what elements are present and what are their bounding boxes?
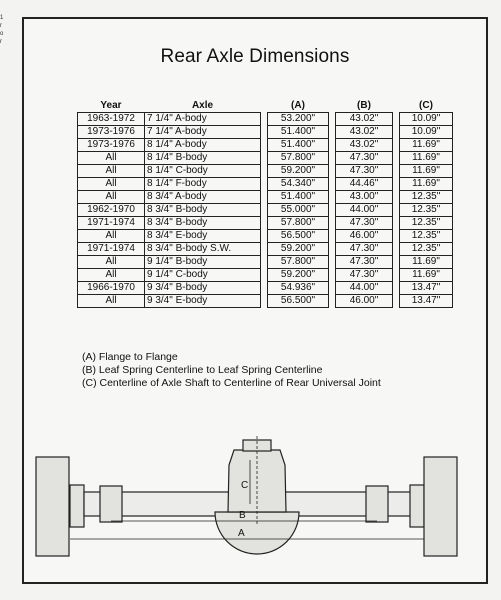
column-gap: [261, 230, 268, 243]
cell-b: 43.00": [336, 191, 393, 204]
page-edge-marks: [0, 14, 8, 46]
cell-a: 57.800": [268, 152, 329, 165]
cell-axle: 9 3/4" B-body: [145, 282, 261, 295]
cell-c: 12.35": [400, 191, 453, 204]
cell-a: 56.500": [268, 295, 329, 308]
column-gap: [261, 191, 268, 204]
cell-a: 54.340": [268, 178, 329, 191]
cell-year: All: [78, 191, 145, 204]
cell-axle: 8 3/4" B-body: [145, 204, 261, 217]
cell-b: 47.30": [336, 256, 393, 269]
cell-c: 11.69": [400, 165, 453, 178]
legend-item-c: (C) Centerline of Axle Shaft to Centerline of Rear Universal Joint: [82, 377, 381, 389]
cell-c: 13.47": [400, 295, 453, 308]
column-gap: [393, 269, 400, 282]
cell-b: 46.00": [336, 230, 393, 243]
column-gap: [393, 191, 400, 204]
cell-axle: 8 1/4" F-body: [145, 178, 261, 191]
cell-a: 55.000": [268, 204, 329, 217]
cell-b: 46.00": [336, 295, 393, 308]
cell-axle: 7 1/4" A-body: [145, 113, 261, 126]
cell-a: 51.400": [268, 191, 329, 204]
legend: [82, 351, 381, 390]
cell-b: 43.02": [336, 113, 393, 126]
cell-year: 1973-1976: [78, 126, 145, 139]
table-row: [78, 230, 453, 243]
table-row: [78, 139, 453, 152]
diagram-label-c: C: [241, 480, 249, 491]
table-row: [78, 217, 453, 230]
cell-year: All: [78, 230, 145, 243]
column-gap: [329, 126, 336, 139]
cell-a: 51.400": [268, 139, 329, 152]
column-gap: [261, 204, 268, 217]
table-row: [78, 243, 453, 256]
column-gap: [261, 165, 268, 178]
column-gap: [329, 204, 336, 217]
cell-b: 47.30": [336, 269, 393, 282]
cell-year: All: [78, 152, 145, 165]
axle-diagram: [0, 400, 501, 580]
column-gap: [329, 152, 336, 165]
cell-year: 1962-1970: [78, 204, 145, 217]
table-row: [78, 113, 453, 126]
column-gap: [329, 113, 336, 126]
column-gap: [329, 165, 336, 178]
table-row: [78, 152, 453, 165]
column-gap: [261, 126, 268, 139]
cell-c: 12.35": [400, 243, 453, 256]
right-wheel: [424, 457, 457, 556]
table-row: [78, 269, 453, 282]
column-gap: [261, 217, 268, 230]
column-gap: [261, 113, 268, 126]
cell-b: 43.02": [336, 139, 393, 152]
column-gap: [261, 152, 268, 165]
diagram-label-b: B: [239, 510, 246, 521]
cell-a: 59.200": [268, 269, 329, 282]
column-gap: [261, 100, 268, 113]
cell-a: 51.400": [268, 126, 329, 139]
edge-mark: 1: [0, 15, 4, 21]
cell-axle: 8 1/4" C-body: [145, 165, 261, 178]
cell-year: 1963-1972: [78, 113, 145, 126]
column-gap: [329, 282, 336, 295]
cell-a: 59.200": [268, 243, 329, 256]
cell-c: 12.35": [400, 217, 453, 230]
cell-b: 47.30": [336, 243, 393, 256]
cell-year: All: [78, 256, 145, 269]
column-gap: [261, 269, 268, 282]
column-gap: [393, 139, 400, 152]
column-gap: [393, 256, 400, 269]
cell-b: 47.30": [336, 217, 393, 230]
cell-a: 54.936": [268, 282, 329, 295]
cell-axle: 8 1/4" A-body: [145, 139, 261, 152]
column-gap: [393, 230, 400, 243]
cell-axle: 9 1/4" C-body: [145, 269, 261, 282]
cell-axle: 8 3/4" E-body: [145, 230, 261, 243]
cell-axle: 9 1/4" B-body: [145, 256, 261, 269]
cell-c: 11.69": [400, 152, 453, 165]
cell-year: 1971-1974: [78, 217, 145, 230]
page-title: Rear Axle Dimensions: [160, 46, 350, 67]
table-row: [78, 256, 453, 269]
left-spring-perch: [100, 486, 122, 522]
left-wheel: [36, 457, 69, 556]
column-gap: [393, 100, 400, 113]
table-body: [78, 113, 453, 308]
right-brake-drum: [410, 485, 424, 527]
column-gap: [329, 139, 336, 152]
right-spring-perch: [366, 486, 388, 522]
cell-c: 12.35": [400, 230, 453, 243]
cell-c: 10.09": [400, 126, 453, 139]
header-c: (C): [419, 100, 433, 111]
column-gap: [393, 295, 400, 308]
table-row: [78, 126, 453, 139]
edge-mark: o: [0, 31, 4, 37]
column-gap: [329, 217, 336, 230]
cell-c: 11.69": [400, 178, 453, 191]
edge-mark: r: [0, 39, 2, 45]
column-gap: [261, 256, 268, 269]
edge-mark: r: [0, 23, 2, 29]
header-a: (A): [291, 100, 305, 111]
column-gap: [261, 243, 268, 256]
cell-year: 1966-1970: [78, 282, 145, 295]
cell-c: 12.35": [400, 204, 453, 217]
cell-year: 1973-1976: [78, 139, 145, 152]
cell-a: 57.800": [268, 217, 329, 230]
header-year: Year: [100, 100, 122, 111]
column-gap: [261, 282, 268, 295]
table-row: [78, 178, 453, 191]
cell-b: 44.00": [336, 282, 393, 295]
column-gap: [393, 152, 400, 165]
cell-b: 44.46": [336, 178, 393, 191]
column-gap: [329, 256, 336, 269]
column-gap: [329, 191, 336, 204]
column-gap: [261, 295, 268, 308]
column-gap: [329, 100, 336, 113]
column-gap: [329, 243, 336, 256]
cell-b: 47.30": [336, 152, 393, 165]
cell-c: 13.47": [400, 282, 453, 295]
legend-item-a: (A) Flange to Flange: [82, 351, 178, 363]
column-gap: [261, 178, 268, 191]
column-gap: [393, 126, 400, 139]
column-gap: [393, 282, 400, 295]
cell-year: All: [78, 178, 145, 191]
cell-b: 47.30": [336, 165, 393, 178]
column-gap: [393, 113, 400, 126]
cell-a: 56.500": [268, 230, 329, 243]
cell-b: 43.02": [336, 126, 393, 139]
cell-year: All: [78, 269, 145, 282]
header-axle: Axle: [191, 100, 214, 111]
column-gap: [393, 217, 400, 230]
table-row: [78, 191, 453, 204]
cell-a: 59.200": [268, 165, 329, 178]
cell-year: All: [78, 165, 145, 178]
cell-year: All: [78, 295, 145, 308]
cell-axle: 7 1/4" A-body: [145, 126, 261, 139]
cell-c: 11.69": [400, 256, 453, 269]
table-row: [78, 204, 453, 217]
column-gap: [393, 204, 400, 217]
legend-item-b: (B) Leaf Spring Centerline to Leaf Spring Centerline: [82, 364, 323, 376]
left-brake-drum: [70, 485, 84, 527]
cell-c: 11.69": [400, 139, 453, 152]
cell-a: 57.800": [268, 256, 329, 269]
header-b: (B): [357, 100, 371, 111]
cell-axle: 8 3/4" A-body: [145, 191, 261, 204]
table-row: [78, 165, 453, 178]
column-gap: [393, 178, 400, 191]
cell-year: 1971-1974: [78, 243, 145, 256]
column-gap: [329, 269, 336, 282]
column-gap: [329, 230, 336, 243]
diagram-label-a: A: [238, 528, 245, 539]
cell-axle: 8 3/4" B-body S.W.: [145, 243, 261, 256]
column-gap: [393, 165, 400, 178]
column-gap: [329, 178, 336, 191]
cell-a: 53.200": [268, 113, 329, 126]
cell-b: 44.00": [336, 204, 393, 217]
table-row: [78, 295, 453, 308]
axle-dimensions-table: [77, 100, 453, 308]
cell-axle: 8 1/4" B-body: [145, 152, 261, 165]
cell-c: 11.69": [400, 269, 453, 282]
table-row: [78, 282, 453, 295]
column-gap: [329, 295, 336, 308]
column-gap: [261, 139, 268, 152]
column-gap: [393, 243, 400, 256]
cell-axle: 8 3/4" B-body: [145, 217, 261, 230]
table-header-row: [78, 100, 453, 113]
cell-axle: 9 3/4" E-body: [145, 295, 261, 308]
cell-c: 10.09": [400, 113, 453, 126]
